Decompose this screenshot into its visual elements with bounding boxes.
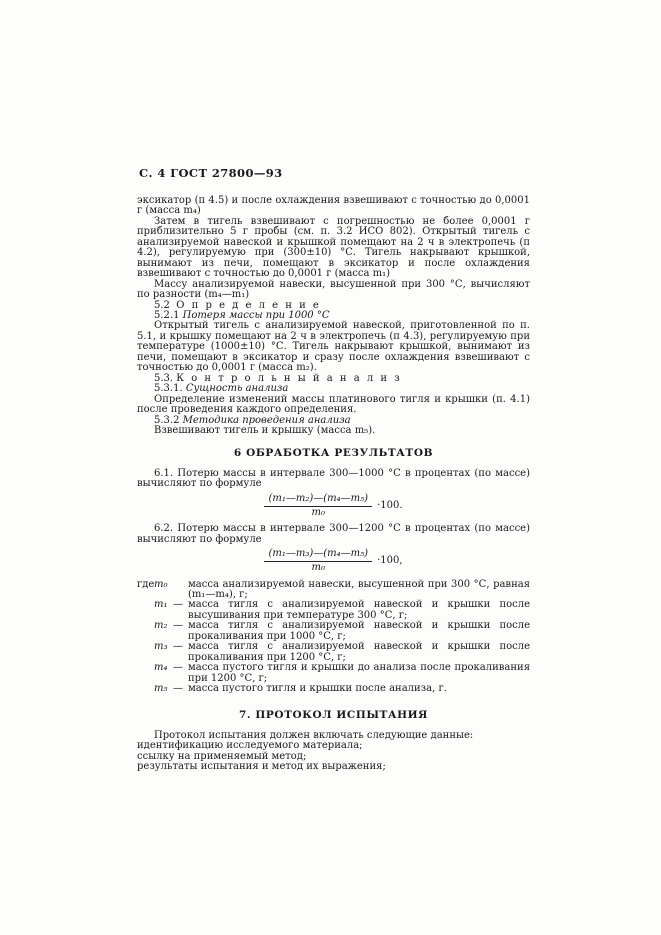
formula-1-denominator: m₀ — [311, 506, 326, 518]
protocol-intro: Протокол испытания должен включать следующие данные: — [154, 729, 474, 741]
dash: — — [173, 620, 183, 632]
dash: — — [173, 662, 183, 674]
paragraph-5-3-1: Определение изменений массы платинового тигля и крышки (п. 4.1) после проведения каждого определения. — [137, 393, 530, 416]
heading-5-3-2-label: Методика проведения анализа — [182, 414, 351, 426]
heading-5-3-1-label: Сущность анализа — [185, 383, 289, 395]
heading-5-3-number: 5.3. — [154, 372, 174, 384]
dash — [173, 580, 188, 601]
formula-1-multiplier: ·100. — [377, 499, 403, 511]
heading-5-3-label: К о н т р о л ь н ы й а н а л и з — [176, 372, 402, 384]
heading-5-2-1-number: 5.2.1 — [154, 309, 180, 321]
paragraph-6-1: 6.1. Потерю массы в интервале 300—1000 °С в процентах (по массе) вычисляют по формуле — [137, 467, 530, 490]
heading-5-2-number: 5.2 — [154, 299, 170, 311]
symbol-m1: m₁ — [154, 599, 168, 611]
formula-mass-loss-1000 — [137, 494, 530, 518]
dash: — — [173, 599, 183, 611]
definition-text: масса пустого тигля и крышки до анализа после прокаливания при 1200 °С, г; — [188, 662, 530, 684]
definition-text: масса тигля с анализируемой навеской и крышки после прокаливания при 1000 °С, г; — [188, 620, 530, 642]
dash: — — [173, 683, 183, 695]
definition-m0 — [137, 580, 530, 601]
paragraph-5-3-2: Взвешивают тигель и крышку (масса m₅). — [154, 424, 376, 436]
definition-m1 — [137, 600, 530, 621]
heading-5-3-2-number: 5.3.2 — [154, 414, 180, 426]
formula-2-numerator: (m₁—m₃)—(m₄—m₅) — [264, 549, 372, 562]
paragraph-massu: Массу анализируемой навески, высушенной при 300 °С, вычисляют по разности (m₄—m₁) — [137, 278, 530, 301]
document-body — [137, 196, 530, 773]
symbol-m2: m₂ — [154, 620, 168, 632]
paragraph-5-2-1: Открытый тигель с анализируемой навеской, приготовленной по п. 5.1, и крышку помещают на 2 ч в электропечь (п 4.3), регулируемую при температуре (1000±10) °С. Тигель накрывают крышкой, вынимают из печи, помещают в эксикатор и сразу после охлаждения взвешивают с точностью до 0,0001 г (масса m₂). — [137, 320, 530, 374]
definition-m2 — [137, 621, 530, 642]
protocol-item-2: ссылку на применяемый метод; — [137, 750, 307, 762]
definition-m3 — [137, 642, 530, 663]
symbol-m3: m₃ — [154, 641, 168, 653]
heading-5-2-label: О п р е д е л е н и е — [176, 299, 321, 311]
definition-m4 — [137, 663, 530, 684]
variable-definitions — [137, 580, 530, 695]
protocol-item-3: результаты испытания и метод их выражения; — [137, 761, 386, 773]
running-header: С. 4 ГОСТ 27800—93 — [139, 166, 283, 180]
formula-2-denominator: m₀ — [311, 562, 326, 574]
symbol-m0: m₀ — [154, 578, 168, 590]
fraction — [264, 494, 372, 518]
where-label: где — [137, 578, 155, 590]
definition-text: масса тигля с анализируемой навеской и крышки после прокаливания при 1200 °С, г; — [188, 641, 530, 663]
formula-1-numerator: (m₁—m₂)—(m₄—m₅) — [264, 494, 372, 507]
definition-m5 — [137, 684, 530, 694]
dash: — — [173, 641, 183, 653]
paragraph-6-2: 6.2. Потерю массы в интервале 300—1200 °С в процентах (по массе) вычисляют по формуле — [137, 523, 530, 545]
formula-mass-loss-1200 — [137, 549, 530, 573]
definition-text: масса тигля с анализируемой навеской и крышки после высушивания при температуре 300 °С, г; — [188, 599, 530, 621]
heading-5-3-1-number: 5.3.1. — [154, 383, 183, 395]
formula-2-multiplier: ·100, — [377, 555, 403, 567]
fraction — [264, 549, 372, 573]
definition-text: масса анализируемой навески, высушенной при 300 °С, равная (m₁—m₄), г; — [188, 578, 530, 600]
paragraph-exsiccator: эксикатор (п 4.5) и после охлаждения взвешивают с точностью до 0,0001 г (масса m₄) — [137, 195, 530, 217]
symbol-m5: m₅ — [154, 683, 168, 695]
heading-5-2-1-label: Потеря массы при 1000 °С — [182, 309, 330, 321]
section-7-title: 7. ПРОТОКОЛ ИСПЫТАНИЯ — [238, 709, 429, 722]
section-6-title: 6 ОБРАБОТКА РЕЗУЛЬТАТОВ — [233, 447, 434, 460]
definition-text: масса пустого тигля и крышки после анализа, г. — [188, 683, 447, 695]
paragraph-zatem: Затем в тигель взвешивают с погрешностью не более 0,0001 г приблизительно 5 г пробы (см. п. 3.2 ИСО 802). Открытый тигель с анализируемой навеской и крышкой помещают на 2 ч в электропечь (п 4.2), регулируемую при (300±10) °С. Тигель накрывают крышкой, вынимают из печи, помещают в эксикатор и после охлаждения взвешивают с точностью до 0,0001 г (масса m₁) — [137, 215, 530, 280]
symbol-m4: m₄ — [154, 662, 168, 674]
protocol-item-1: идентификацию исследуемого материала; — [137, 740, 363, 752]
